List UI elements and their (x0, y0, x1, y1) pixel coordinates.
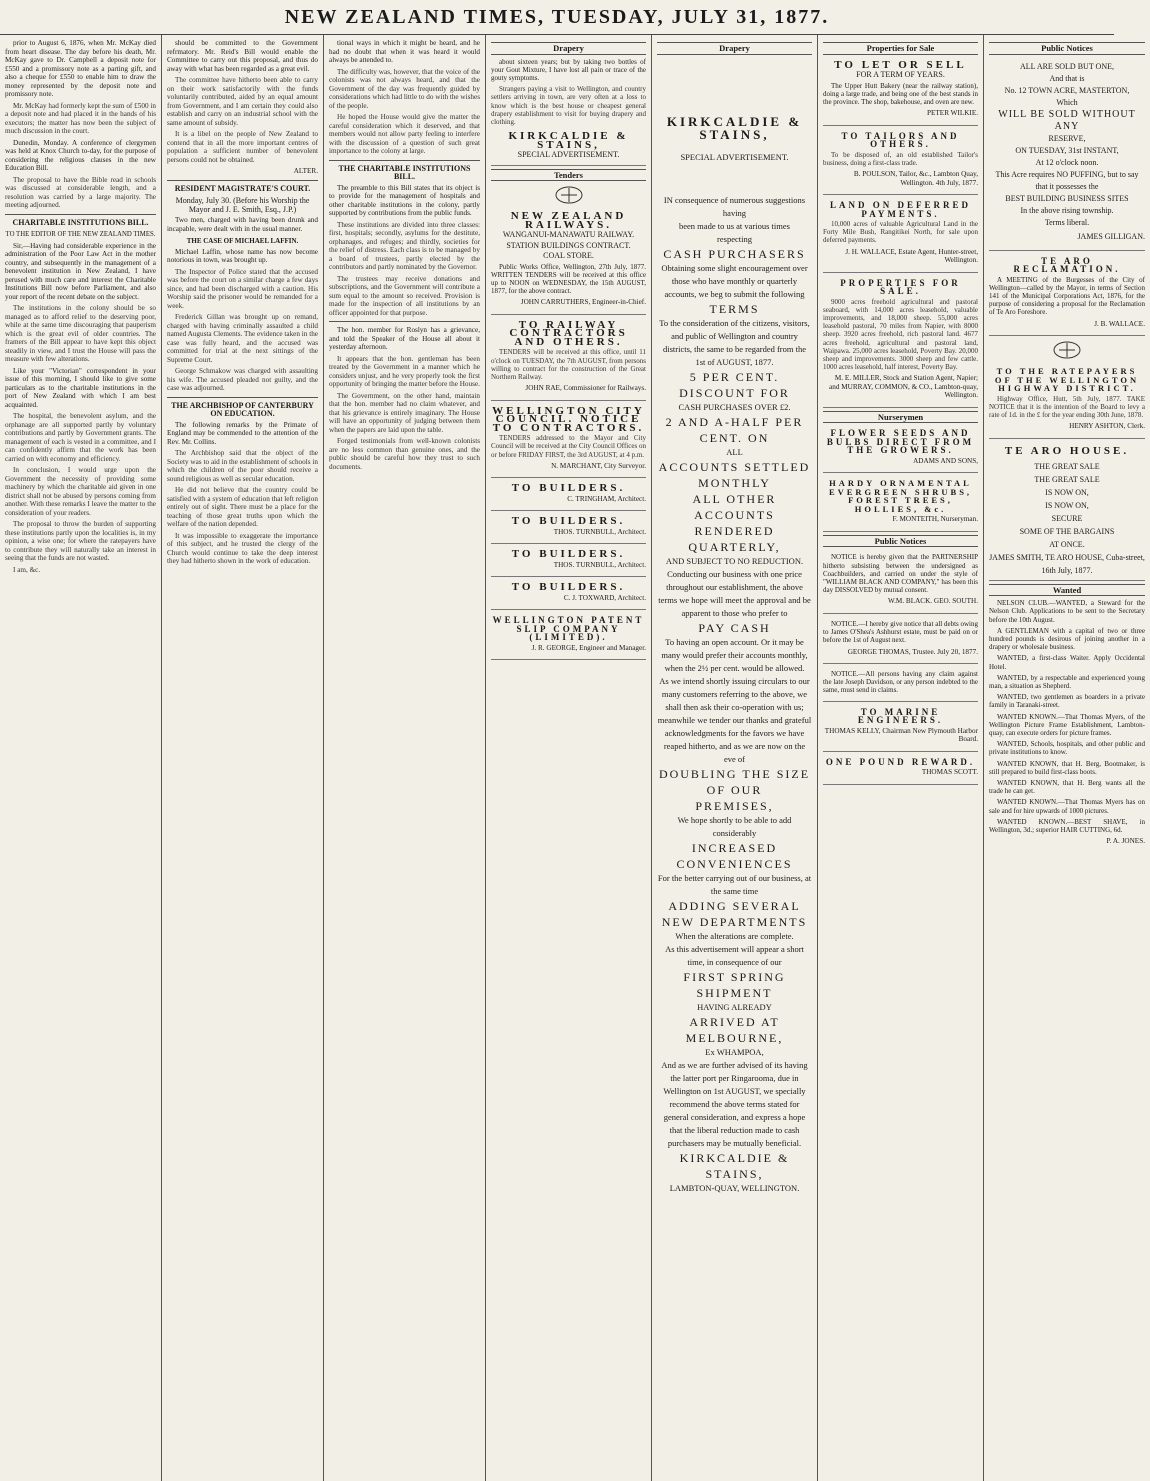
section-heading: Drapery (657, 42, 812, 55)
column-5 (652, 35, 818, 1481)
ad-line: Conducting our business with one price throughout our establishment, the above terms we hope will meet the approval and be apparent to those who prefer to (658, 568, 811, 618)
ad-tailors (823, 129, 978, 195)
wanted-ad: WANTED, Schools, hospitals, and other public and private institutions to know. (989, 740, 1145, 757)
ad-subheading: WANGANUI-MANAWATU RAILWAY. (502, 230, 635, 240)
article-text: Frederick Gillan was brought up on remand, charged with having criminally assaulted a child named Augusta Clements. The evidence taken in the case was fully heard, and the accused was committed for trial at the next sittings of the Supreme Court. (167, 313, 318, 364)
ad-subheading: COAL STORE. (543, 251, 594, 261)
article-text: Two men, charged with having been drunk and incapable, were dealt with in the usual manner. (167, 216, 318, 233)
masthead: NEW ZEALAND TIMES, TUESDAY, JULY 31, 1877. (0, 0, 1114, 35)
article-text: He did not believe that the country could be satisfied with a system of education that left religion entirely out of sight. There must be a place for the teaching of those great truths upon which the welfare of the nation depended. (167, 486, 318, 528)
ad-subheading: SPECIAL ADVERTISEMENT. (517, 150, 620, 160)
ad-heading: TO BUILDERS. (511, 548, 626, 561)
article-text: The proposal to have the Bible read in schools was discussed at considerable length, and a resolution was carried by a large majority. The meeting adjourned. (5, 175, 156, 209)
ad-line: CASH PURCHASES OVER £2. (678, 401, 791, 412)
ad-builders-1 (491, 481, 646, 511)
article-text: The Inspector of Police stated that the accused was before the court on a similar charge a few days since, and had been discharged with a caution. His Worship said the prisoner would be remanded for a week. (167, 267, 318, 310)
ad-shrubs (823, 476, 978, 532)
ad-ratepayers (989, 364, 1145, 439)
ad-te-aro-reclamation (989, 254, 1145, 337)
ad-line: SOME OF THE BARGAINS (1019, 526, 1115, 536)
ad-line: been made to us at various times (679, 220, 790, 231)
ad-line: AND SUBJECT TO NO REDUCTION. (665, 555, 804, 566)
ad-heading: TO TAILORS AND OTHERS. (841, 130, 960, 150)
ad-builders-4 (491, 580, 646, 610)
signature: M. E. MILLER, Stock and Station Agent, Napier; and MURRAY, COMMON, & CO., Lambton-quay, Wellington. (829, 374, 978, 400)
ad-patent-slip (491, 613, 646, 660)
ad-text: Strangers paying a visit to Wellington, and country settlers arriving in town, are very often at a loss to know which is the best house or cheapest general drapery establishment to visit for buying drapery and clothing. (491, 85, 646, 126)
article-text: George Schmakow was charged with assaulting his wife. The accused pleaded not guilty, and the case was adjourned. (167, 367, 318, 392)
ad-line: As this advertisement will appear a short time, in consequence of our (665, 943, 804, 967)
ad-marine (823, 705, 978, 752)
wanted-ad: WANTED KNOWN.—BEST SHAVE, in Wellington, 3d.; superior HAIR CUTTING, 6d. (989, 817, 1145, 834)
ad-text: 10,000 acres of valuable Agricultural Land in the Forty Mile Bush, Rangitikei North, for sale upon deferred payments. (823, 220, 978, 245)
column-4 (486, 35, 652, 1481)
signature: N. MARCHANT, City Surveyor. (551, 461, 646, 470)
article-text: He hoped the House would give the matter the careful consideration which it deserved, and that members would not allow party feeling to interfere with the discussion of a question of such great importance to the colony at large. (329, 113, 480, 155)
ad-line: DOUBLING THE SIZE OF OUR (658, 766, 811, 797)
ad-line: INCREASED CONVENIENCES (676, 840, 793, 871)
ad-line: PAY CASH (698, 620, 771, 635)
crest-icon (491, 185, 646, 205)
signature: F. MONTEITH, Nurseryman. (892, 515, 978, 524)
divider (5, 214, 156, 215)
ad-heading: NEW ZEALAND RAILWAYS. (510, 210, 627, 231)
ad-line: IN consequence of numerous suggestions having (663, 194, 806, 218)
section-heading: Tenders (491, 169, 646, 182)
ad-text: A MEETING of the Burgesses of the City of Wellington—called by the Mayor, in terms of Section 141 of the Municipal Corporations Act, 1876, for the purpose of considering a proposal for the Reclamation of Te Aro Foreshore. (989, 275, 1145, 317)
signature: ALTER. (293, 167, 318, 175)
article-text: The difficulty was, however, that the voice of the colonists was not always heard, and that the Government of the day was frequently guided by considerations which had little to do with the wishes of the people. (329, 67, 480, 110)
article-text: The following remarks by the Primate of England may be commended to the attention of the Rev. Mr. Collins. (167, 420, 318, 446)
article-text: Dunedin, Monday. A conference of clergymen was held at Knox Church to-day, for the purpose of considering the religious clauses in the new Education Bill. (5, 138, 156, 172)
column-2 (162, 35, 324, 1481)
signature: J. R. GEORGE, Engineer and Manager. (531, 643, 646, 652)
ad-subheading: SPECIAL ADVERTISEMENT. (680, 151, 789, 162)
wanted-ad: WANTED, two gentlemen as boarders in a private family in Taranaki-street. (989, 693, 1145, 710)
ad-line: SECURE (1051, 513, 1083, 523)
kirkcaldie-advertisement (657, 115, 812, 1195)
signature: JOHN RAE, Commissioner for Railways. (525, 384, 646, 393)
ad-to-let (823, 58, 978, 126)
ad-contractors (491, 318, 646, 401)
ad-text: NOTICE.—I hereby give notice that all debts owing to James O'Shea's Ashhurst estate, must be paid on or before the 1st of August next. (823, 619, 978, 645)
ad-line: ALL OTHER ACCOUNTS RENDERED (692, 491, 777, 538)
section-heading: Drapery (491, 42, 646, 55)
wanted-ad: WANTED KNOWN, that H. Berg, Bootmaker, is still prepared to build first-class boots. (989, 759, 1145, 776)
ad-heading: TO LET OR SELL (834, 58, 967, 71)
ad-line: ON TUESDAY, 31st INSTANT, (1015, 145, 1119, 155)
ad-line: CASH PURCHASERS (663, 246, 806, 261)
ad-subheading: FOR A TERM OF YEARS. (856, 70, 945, 79)
article-text: I am, &c. (13, 565, 41, 574)
ad-land (823, 198, 978, 273)
ad-heading: TO BUILDERS. (511, 581, 626, 594)
ad-line: For the better carrying out of our business, at the same time (657, 872, 812, 896)
ad-text: Public Works Office, Wellington, 27th July, 1877. WRITTEN TENDERS will be received at this office up to NOON on WEDNESDAY, the 15th AUGUST, 1877, for the above contract. (491, 262, 646, 296)
article-text: Forged testimonials from well-known colonists are no less common than genuine ones, and the public should be careful how they trust to such documents. (329, 437, 480, 471)
ad-notice-1 (823, 617, 978, 664)
article-text: tional ways in which it might be heard, and he had no doubt that when it was heard it would always be attended to. (329, 39, 480, 64)
ad-line: Terms liberal. (1044, 217, 1090, 227)
article-subheading: THE CASE OF MICHAEL LAFFIN. (186, 237, 299, 245)
ad-heading: PROPERTIES FOR SALE. (840, 277, 961, 297)
ad-line: Ex WHAMPOA, (705, 1046, 764, 1057)
signature: ADAMS AND SONS, (913, 456, 978, 465)
ad-heading: TE ARO HOUSE. (1004, 444, 1130, 457)
ad-town-acre (989, 58, 1145, 251)
ad-line: ADDING SEVERAL NEW DEPARTMENTS (661, 898, 808, 929)
ad-line: ALL (726, 446, 743, 457)
article-text: should be committed to the Government refrmatory. Mr. Reid's Bill would enable the Committee to carry out this proposal, and thus do away with what has been regarded as a great evil. (167, 39, 318, 73)
article-text: Michael Laffin, whose name has now become notorious in town, was brought up. (167, 247, 318, 264)
ad-line: RESERVE, (1048, 133, 1086, 143)
ad-partnership (823, 550, 978, 614)
ad-line: IS NOW ON, (1045, 500, 1089, 510)
ad-kirkcaldie (491, 129, 646, 166)
ad-line: PREMISES, (695, 798, 774, 813)
ad-heading: TE ARO RECLAMATION. (1013, 255, 1121, 274)
ad-line: We hope shortly to be able to add considerably (677, 814, 792, 838)
wanted-ad: A GENTLEMAN with a capital of two or three hundred pounds is desirous of joining another in a drapery or wholesale business. (989, 626, 1145, 652)
ad-heading: TO BUILDERS. (511, 482, 626, 495)
section-heading: Properties for Sale (823, 42, 978, 55)
ad-line: ACCOUNTS SETTLED MONTHLY (658, 459, 811, 490)
article-heading: THE CHARITABLE INSTITUTIONS BILL. (338, 163, 471, 181)
ad-line: QUARTERLY, (688, 539, 781, 554)
ad-flower-seeds (823, 426, 978, 473)
signature: PETER WILKIE. (927, 109, 978, 118)
ad-text: NOTICE.—All persons having any claim against the late Joseph Davidson, or any person indebted to the same, must send in claims. (823, 670, 978, 695)
ad-line: JAMES SMITH, TE ARO HOUSE, Cuba-street, 16th July, 1877. (989, 552, 1145, 575)
ad-line: respecting (717, 233, 752, 244)
ad-text: The Upper Hutt Bakery (near the railway station), doing a large trade, and being one of the best stands in the province. The shop, bakehouse, and oven are new. (823, 81, 978, 106)
ad-heading: WELLINGTON PATENT SLIP COMPANY (LIMITED). (492, 615, 645, 643)
ad-heading: TO RAILWAY CONTRACTORS AND OTHERS. (509, 318, 628, 348)
ad-builders-2 (491, 514, 646, 544)
ad-line: AT ONCE. (1049, 539, 1085, 549)
article-text: prior to August 6, 1876, when Mr. McKay died from heart disease. The day before his death, Mr. McKay gave to Dr. Campbell a deposit note for £550 and a promissory note as a parting gift, and also a cheque for £550 to enable him to draw the money represented by the deposit note and promissory note. (5, 39, 156, 98)
ad-properties (823, 276, 978, 408)
divider (329, 321, 480, 322)
ad-line: To the consideration of the citizens, visitors, and public of Wellington and country districts, the same to be regarded from the 1st of AUGUST, 1877. (659, 317, 810, 367)
ad-heading: FLOWER SEEDS AND BULBS DIRECT FROM THE GROWERS. (826, 428, 975, 456)
ad-line: Obtaining some slight encouragement over those who have monthly or quarterly accounts, we beg to submit the following (661, 262, 808, 299)
article-text: It appears that the hon. gentleman has been treated by the Government in a manner which he considers unjust, and he very properly took the first opportunity of bringing the matter before the House. (329, 354, 480, 388)
signature: B. POULSON, Tailor, &c., Lambton Quay, Wellington. 4th July, 1877. (853, 170, 978, 187)
signature: C. TRINGHAM, Architect. (567, 494, 646, 503)
ad-line: FIRST SPRING SHIPMENT (683, 969, 786, 1000)
ad-text: TENDERS will be received at this office, until 11 o'clock on TUESDAY, the 7th AUGUST, from persons willing to contract for the construction of the Great Northern Railway. (491, 348, 646, 382)
signature: W.M. BLACK. GEO. SOUTH. (888, 597, 978, 606)
ad-text: about sixteen years; but by taking two bottles of your Gout Mixture, I have lost all pain or trace of the gouty symptoms. (491, 57, 646, 82)
ad-text: To be disposed of, an old established Tailor's business, doing a first-class trade. (823, 150, 978, 167)
ad-text: TENDERS addressed to the Mayor and City Council will be received at the City Council Offices on or before FRIDAY FIRST, the 3rd AUGUST, at 4 p.m. (491, 434, 646, 459)
article-text: The trustees may receive donations and subscriptions, and the Government will contribute a sum equal to the amount so received. Provision is made for the inspection of all institutions by an officer appointed for that purpose. (329, 274, 480, 317)
article-heading: RESIDENT MAGISTRATE'S COURT. (174, 183, 311, 193)
column-3 (324, 35, 486, 1481)
ad-line: And as we are further advised of its having the latter port per Ringarooma, due in Wellington on 1st AUGUST, we specially recommend the above terms stated for general consideration, and express a hope that the liberal reduction made to cash purchasers may be mutually beneficial. (661, 1059, 808, 1148)
article-text: The Government, on the other hand, maintain that the hon. member had no claim whatever, and that his grievance is entirely imaginary. The House will have an opportunity of judging between them when the papers are laid upon the table. (329, 391, 480, 434)
wanted-ad: WANTED KNOWN, that H. Berg wants all the trade he can get. (989, 778, 1145, 796)
signature: JAMES GILLIGAN. (1077, 231, 1145, 241)
signature: THOS. TURNBULL, Architect. (553, 527, 646, 536)
ad-heading: WELLINGTON CITY COUNCIL. NOTICE TO CONTRACTORS. (492, 404, 645, 434)
crest-icon (989, 340, 1145, 360)
article-text: These institutions are divided into three classes: first, hospitals; secondly, asylums for the destitute, orphanages, and refuges; and thirdly, societies for the relief of distress. Each class is to be managed by a board of trustees, partly elected by the contributors and partly nominated by the Governor. (329, 220, 480, 271)
wanted-ad: WANTED KNOWN.—That Thomas Myers has on sale and for hire upwards of 1000 pictures. (989, 798, 1145, 815)
article-subheading: TO THE EDITOR OF THE NEW ZEALAND TIMES. (5, 231, 156, 238)
ad-line: ALL ARE SOLD BUT ONE, (1020, 61, 1114, 71)
ad-heading: KIRKCALDIE & STAINS, (666, 113, 803, 142)
ad-reward (823, 755, 978, 785)
signature: J. B. WALLACE. (1094, 319, 1145, 328)
column-6 (818, 35, 984, 1481)
ad-line: 5 PER CENT. DISCOUNT FOR (679, 369, 790, 400)
signature: J. H. WALLACE, Estate Agent, Hunter-street, Wellington. (845, 247, 978, 265)
ad-line: BEST BUILDING BUSINESS SITES (1005, 193, 1129, 203)
ad-heading: TO THE RATEPAYERS OF THE WELLINGTON HIGHWAY DISTRICT. (994, 366, 1140, 394)
wanted-ad: WANTED KNOWN.—That Thomas Myers, of the Wellington Picture Frame Establishment, Lambton-quay, can execute orders for picture frames. (989, 712, 1145, 737)
signature: HENRY ASHTON, Clerk. (1069, 422, 1145, 431)
ad-line: This Acre requires NO PUFFING, but to say that it possesses the (995, 169, 1139, 191)
article-text: The hon. member for Roslyn has a grievance, and told the Speaker of the House all about it yesterday afternoon. (329, 326, 480, 351)
ad-heading: ONE POUND REWARD. (825, 756, 976, 767)
article-subheading: Monday, July 30. (Before his Worship the Mayor and J. E. Smith, Esq., J.P.) (175, 196, 310, 214)
signature: THOMAS KELLY, Chairman New Plymouth Harbor Board. (824, 726, 978, 744)
ad-heading: TO MARINE ENGINEERS. (857, 706, 944, 726)
ad-line: At 12 o'clock noon. (1035, 157, 1099, 167)
article-text: The Archbishop said that the object of the Society was to aid in the establishment of schools in which the children of the poor should receive a sound religious as well as secular education. (167, 449, 318, 483)
signature: THOS. TURNBULL, Architect. (553, 560, 646, 569)
ad-line: WILL BE SOLD WITHOUT ANY (998, 108, 1136, 132)
section-heading: Nurserymen (823, 411, 978, 424)
ad-text: 9000 acres freehold agricultural and pastoral seaboard, with 14,000 acres leasehold, valuable improvements, and 18,000 sheep. 55,000 acres leasehold pastoral, 70 miles from Napier, with 8000 sheep. 3920 acres freehold, rich pastoral land. 4677 acres freehold, agricultural and pastoral land, Waipawa. 25,000 acres leasehold, Poverty Bay. 20,000 sheep and improvements. 3000 sheep and few cattle. 1000 acres leasehold, half interest, Poverty Bay. (823, 297, 978, 372)
column-7 (984, 35, 1150, 1481)
signature: C. J. TOXWARD, Architect. (563, 593, 646, 602)
ad-line: As we intend shortly issuing circulars to our many customers referring to the above, we shall then ask their co-operation with us; meanwhile we tender our thanks and grateful acknowledgments for the favors we have reaped hitherto, and as we are now on the eve of (657, 675, 812, 764)
ad-notice-2 (823, 667, 978, 702)
ad-heading: TO BUILDERS. (511, 515, 626, 528)
ad-builders-3 (491, 547, 646, 577)
wanted-ad: NELSON CLUB.—WANTED, a Steward for the Nelson Club. Applications to be sent to the Secretary before the 10th August. (989, 599, 1145, 624)
article-text: It is a libel on the people of New Zealand to contend that in all the more important centres of population a sufficient number of benevolent persons could not be obtained. (167, 130, 318, 164)
section-heading: Public Notices (989, 42, 1145, 55)
columns (0, 35, 1145, 1481)
article-text: Sir,—Having had considerable experience in the administration of the Poor Law Act in the mother country, and subsequently in the management of a benevolent institution in New Zealand, I have perused with much care and interest the Charitable Institutions Bill now before Parliament, and also your report of the recent debate on the subject. (5, 241, 156, 301)
ad-line: THE GREAT SALE (1034, 461, 1100, 471)
ad-line: And that is (1049, 73, 1085, 83)
ad-line: KIRKCALDIE & STAINS, (679, 1150, 790, 1181)
divider (167, 397, 318, 398)
ad-line: When the alterations are complete. (675, 930, 794, 941)
ad-subheading: STATION BUILDINGS CONTRACT. (506, 240, 631, 250)
article-text: In conclusion, I would urge upon the Government the necessity of providing some machinery by which the charitable aid given in one district shall not be abused by persons coming from another. With these remarks I leave the matter to the consideration of your readers. (5, 466, 156, 517)
column-1 (0, 35, 162, 1481)
ad-railways (491, 209, 646, 315)
article-text: The preamble to this Bill states that its object is to provide for the management of hospitals and other charitable institutions in the colony, partly supported by contributions from the public funds. (329, 183, 480, 217)
article-text: Mr. McKay had formerly kept the sum of £500 in a deposit note and had placed it in the hands of his executors; the matter has now been the subject of much discussion in the court. (5, 101, 156, 135)
ad-heading: HARDY ORNAMENTAL EVERGREEN SHRUBS, FOREST TREES, HOLLIES, &c. (828, 478, 973, 514)
article-heading: THE ARCHBISHOP OF CANTERBURY ON EDUCATION. (171, 400, 314, 418)
ad-line: HAVING ALREADY (697, 1001, 772, 1012)
wanted-ad: WANTED, a first-class Waiter. Apply Occidental Hotel. (989, 654, 1145, 671)
ad-line: To having an open account. Or it may be many would prefer their accounts monthly, when the 2½ per cent. would be allowed. (661, 636, 808, 673)
ad-line: 2 AND A-HALF PER CENT. ON (665, 414, 804, 445)
section-heading: Public Notices (823, 535, 978, 548)
ad-line: LAMBTON-QUAY, WELLINGTON. (669, 1182, 800, 1193)
article-text: The institutions in the colony should be so managed as to afford relief to the deserving poor, while at the same time discouraging that pauperism which is the great evil of older countries. The framers of the Bill appear to have kept this object steadily in view, and I trust the House will pass the measure with few alterations. (5, 304, 156, 363)
ad-line: No. 12 TOWN ACRE, MASTERTON, (1004, 85, 1130, 95)
ad-line: Which (1056, 97, 1078, 107)
ad-te-aro-house (989, 442, 1145, 581)
ad-line: ARRIVED AT MELBOURNE, (685, 1014, 784, 1045)
article-heading: CHARITABLE INSTITUTIONS BILL. (12, 217, 149, 227)
ad-heading: LAND ON DEFERRED PAYMENTS. (829, 200, 971, 219)
divider (167, 180, 318, 181)
ad-text: Highway Office, Hutt, 5th July, 1877. TAKE NOTICE that it is the intention of the Board to levy a rate of 1d. in the £ for the year ending 30th June, 1878. (989, 394, 1145, 419)
article-text: Like your "Victorian" correspondent in your issue of this morning, I should like to give some particulars as to the charitable institutions in the port of New Zealand with which I am best acquainted. (5, 366, 156, 409)
ad-heading: KIRKCALDIE & STAINS, (508, 130, 629, 151)
ad-line: IS NOW ON, (1045, 487, 1089, 497)
ad-text: NOTICE is hereby given that the PARTNERSHIP hitherto subsisting between the undersigned as Coachbuilders, and carried on under the style of "WILLIAM BLACK AND COMPANY," has been this day DISSOLVED by mutual consent. (823, 553, 978, 595)
divider (329, 160, 480, 161)
signature: THOMAS SCOTT. (921, 768, 978, 777)
article-text: The hospital, the benevolent asylum, and the orphanage are all supported partly by voluntary contributions and partly by Government grants. The management of each is vested in a committee, and I can confidently affirm that the work has been carried on with economy and efficiency. (5, 412, 156, 463)
signature: JOHN CARRUTHERS, Engineer-in-Chief. (520, 298, 646, 307)
signature: GEORGE THOMAS, Trustee. July 20, 1877. (847, 647, 978, 656)
ad-line: THE GREAT SALE (1034, 474, 1100, 484)
ad-line: TERMS (709, 301, 760, 316)
wanted-ad: WANTED, by a respectable and experienced young man, a situation as Shepherd. (989, 673, 1145, 690)
signature: P. A. JONES. (1106, 837, 1145, 846)
section-heading: Wanted (989, 584, 1145, 597)
ad-council (491, 404, 646, 479)
article-text: It was impossible to exaggerate the importance of this subject, and he trusted the clergy of the Church would continue to take the deep interest they had hitherto shown in the work of education. (167, 531, 318, 565)
ad-line: In the above rising township. (1020, 205, 1114, 215)
article-text: The proposal to throw the burden of supporting these institutions partly upon the localities is, in my opinion, a wise one; for where the ratepayers have to contribute they will naturally take an interest in seeing that the funds are not wasted. (5, 520, 156, 562)
article-text: The committee have hitherto been able to carry on their work satisfactorily with the funds voluntarily contributed, aided by an equal amount from Government, and I am certain they could also establish and carry on an industrial school with the same amount of subsidy. (167, 76, 318, 127)
